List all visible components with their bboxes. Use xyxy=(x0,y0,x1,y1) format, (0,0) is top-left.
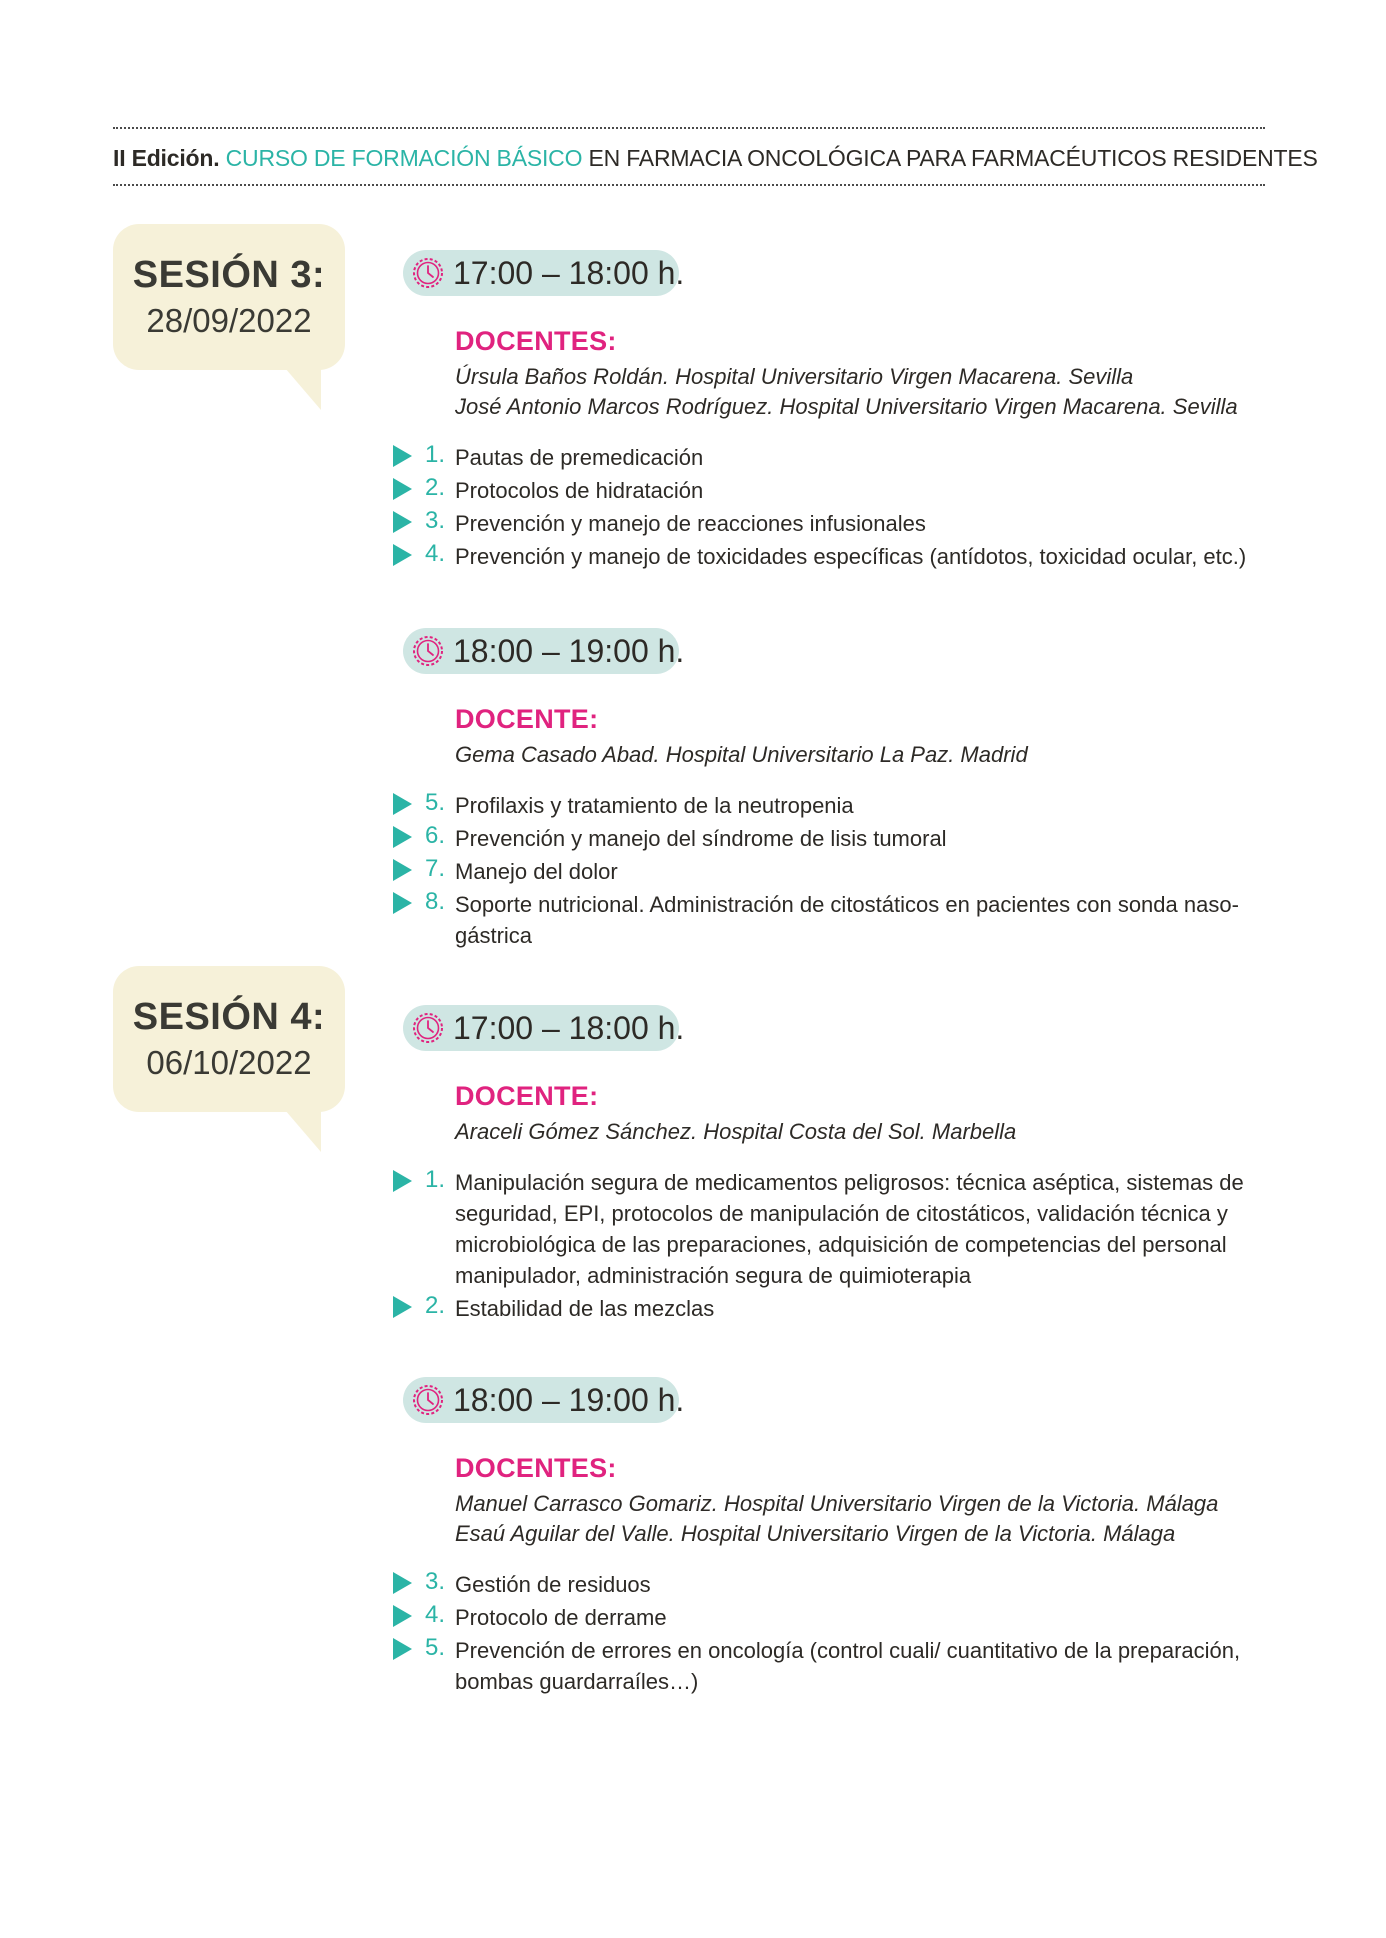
docente-name: Úrsula Baños Roldán. Hospital Universitario Virgen Macarena. Sevilla xyxy=(455,364,1134,389)
item-text: Manejo del dolor xyxy=(455,859,618,884)
play-arrow-icon xyxy=(393,445,412,467)
item-text: Prevención y manejo de toxicidades específicas (antídotos, toxicidad ocular, etc.) xyxy=(455,544,1247,569)
session-3-badge xyxy=(113,224,345,370)
time-slot xyxy=(403,628,685,674)
edition-label: II Edición. xyxy=(113,145,220,171)
course-subtitle: EN FARMACIA ONCOLÓGICA PARA FARMACÉUTICOS RESIDENTES xyxy=(588,145,1318,171)
session-date: 28/09/2022 xyxy=(146,302,312,339)
play-arrow-icon xyxy=(393,478,412,500)
course-header xyxy=(113,145,1318,172)
play-arrow-icon xyxy=(393,892,412,914)
time-range: 18:00 – 19:00 h. xyxy=(453,1382,685,1418)
clock-icon xyxy=(411,1383,445,1417)
play-arrow-icon xyxy=(393,859,412,881)
docente-name: Gema Casado Abad. Hospital Universitario La Paz. Madrid xyxy=(455,742,1028,767)
item-number: 8. xyxy=(425,888,446,915)
item-number: 3. xyxy=(425,1568,446,1595)
item-text: Prevención de errores en oncología (control cuali/ cuantitativo de la preparación, bombas guardarraíles…) xyxy=(455,1638,1241,1694)
item-number: 4. xyxy=(425,1601,446,1628)
item-text: Protocolo de derrame xyxy=(455,1605,667,1630)
item-text: Manipulación segura de medicamentos peligrosos: técnica aséptica, sistemas de seguridad, EPI, protocolos de manipulación de citostáticos, validación técnica y microbiológica de las preparaciones, adquisición de competencias del personal manipulador, administración segura de quimioterapia xyxy=(455,1170,1244,1288)
item-number: 1. xyxy=(425,1166,446,1193)
play-arrow-icon xyxy=(393,826,412,848)
time-slot xyxy=(403,1377,685,1423)
docente-name: Araceli Gómez Sánchez. Hospital Costa del Sol. Marbella xyxy=(455,1119,1017,1144)
item-number: 1. xyxy=(425,441,446,468)
play-arrow-icon xyxy=(393,1170,412,1192)
item-text: Profilaxis y tratamiento de la neutropenia xyxy=(455,793,854,818)
session-label: SESIÓN 4: xyxy=(132,996,326,1038)
time-range: 18:00 – 19:00 h. xyxy=(453,633,685,669)
time-range: 17:00 – 18:00 h. xyxy=(453,255,685,291)
item-number: 4. xyxy=(425,540,446,567)
course-title: CURSO DE FORMACIÓN BÁSICO xyxy=(225,145,583,171)
session-date: 06/10/2022 xyxy=(146,1044,312,1081)
docente-name: Esaú Aguilar del Valle. Hospital Universitario Virgen de la Victoria. Málaga xyxy=(455,1521,1176,1546)
play-arrow-icon xyxy=(393,1296,412,1318)
item-number: 5. xyxy=(425,1634,446,1661)
item-number: 5. xyxy=(425,789,446,816)
docente-name: Manuel Carrasco Gomariz. Hospital Universitario Virgen de la Victoria. Málaga xyxy=(455,1491,1219,1516)
item-number: 2. xyxy=(425,474,446,501)
docente-name: José Antonio Marcos Rodríguez. Hospital Universitario Virgen Macarena. Sevilla xyxy=(455,394,1238,419)
item-text: Estabilidad de las mezclas xyxy=(455,1296,715,1321)
item-text: Protocolos de hidratación xyxy=(455,478,704,503)
docentes-heading: DOCENTE: xyxy=(455,704,599,734)
time-slot xyxy=(403,1005,685,1051)
play-arrow-icon xyxy=(393,1572,412,1594)
play-arrow-icon xyxy=(393,511,412,533)
session-label: SESIÓN 3: xyxy=(132,254,326,296)
session-4-badge xyxy=(113,966,345,1112)
play-arrow-icon xyxy=(393,1638,412,1660)
docentes-heading: DOCENTE: xyxy=(455,1081,599,1111)
item-text: Soporte nutricional. Administración de citostáticos en pacientes con sonda naso-gástrica xyxy=(455,892,1239,948)
clock-icon xyxy=(411,256,445,290)
docentes-heading: DOCENTES: xyxy=(455,1453,617,1483)
item-number: 6. xyxy=(425,822,446,849)
item-number: 3. xyxy=(425,507,446,534)
play-arrow-icon xyxy=(393,793,412,815)
clock-icon xyxy=(411,634,445,668)
item-text: Prevención y manejo de reacciones infusionales xyxy=(455,511,926,536)
item-text: Pautas de premedicación xyxy=(455,445,704,470)
clock-icon xyxy=(411,1011,445,1045)
time-slot xyxy=(403,250,685,296)
play-arrow-icon xyxy=(393,544,412,566)
item-number: 7. xyxy=(425,855,446,882)
play-arrow-icon xyxy=(393,1605,412,1627)
header-bottom-rule xyxy=(113,184,1265,186)
docentes-heading: DOCENTES: xyxy=(455,326,617,356)
time-range: 17:00 – 18:00 h. xyxy=(453,1010,685,1046)
item-text: Prevención y manejo del síndrome de lisis tumoral xyxy=(455,826,947,851)
item-number: 2. xyxy=(425,1292,446,1319)
header-top-rule xyxy=(113,127,1265,129)
item-text: Gestión de residuos xyxy=(455,1572,651,1597)
